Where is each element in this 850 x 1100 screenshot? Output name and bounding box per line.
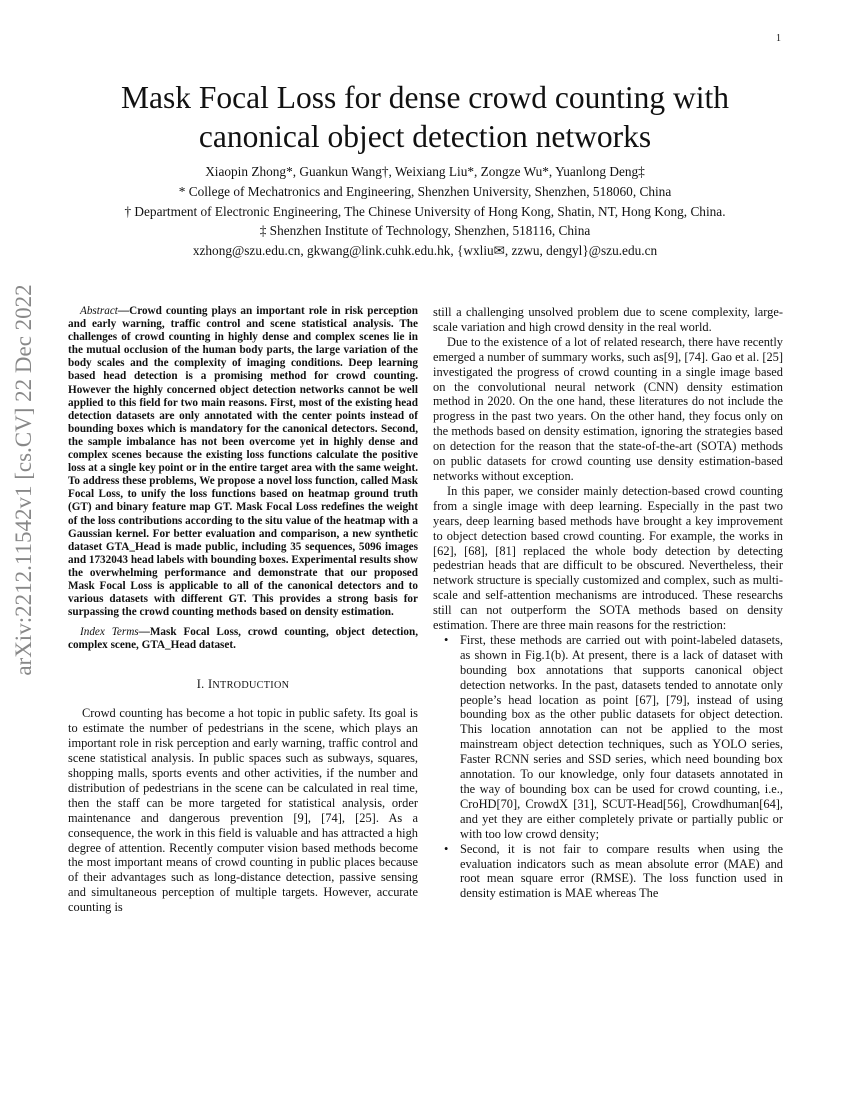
continuation-paragraph: still a challenging unsolved problem due to scene complexity, large-scale variation and high crowd density in the real world.	[433, 305, 783, 334]
abstract-label: Abstract	[80, 305, 118, 317]
detection-paragraph: In this paper, we consider mainly detection-based crowd counting from a single image with deep learning. Especially in the past two years, deep learning based methods have brought a key improvement to object detection based crowd counting. For example, the works in [62], [68], [81] replaced the whole body detection by detecting pedestrian heads that are difficult to be obscured. Nevertheless, their network structure is specially customized and complex, such as multi-scale and self-attention mechanisms are introduced. These researchs still can not outperform the SOTA methods based on density estimation. There are three main reasons for the restriction:	[433, 483, 783, 633]
reasons-list	[433, 633, 783, 901]
section-numeral: I. I	[196, 677, 213, 692]
affiliation-3: ‡ Shenzhen Institute of Technology, Shenzhen, 518116, China	[259, 223, 591, 239]
list-item: • Second, it is not fair to compare results when using the evaluation indicators such as mean absolute error (MAE) and root mean square error (RMSE). The loss function used in density estimation is MAE whereas The	[433, 842, 783, 902]
affiliation-1: * College of Mechatronics and Engineering, Shenzhen University, Shenzhen, 518060, China	[178, 183, 672, 199]
summary-works-paragraph: Due to the existence of a lot of related research, there have recently emerged a number of summary works, such as[9], [74]. Gao et al. [25] investigated the progress of crowd counting in a single image based on the convolutional neural network (CNN) density estimation method in 2020. On the one hand, these literatures do not include the progress in the past two years. On the other hand, they focus only on the methods based on density estimation, ignoring the strategies based on detection for the reason that the state-of-the-art (SOTA) methods on public datasets for crowd counting use density estimation-based networks without exception.	[433, 334, 783, 483]
abstract	[68, 305, 418, 619]
abstract-text: —Crowd counting plays an important role in risk perception and early warning, traffic control and scene statistical analysis. The challenges of crowd counting in highly dense and complex scenes lie in the mutual occlusion of the human body parts, the large variation of the body scales and the complexity of imaging conditions. Deep learning based head detection is a promising method for crowd counting. However the highly concerned object detection networks cannot be well applied to this field for two main reasons. First, most of the existing head detection datasets are only annotated with the center points instead of bounding boxes which is mandatory for the canonical detectors. Second, the sample imbalance has not been overcome yet in highly dense and complex scenes because the existing loss functions calculate the positive loss at a single key point or in the entire target area with the same weight. To address these problems, We propose a novel loss function, called Mask Focal Loss, to unify the loss functions based on heatmap ground truth (GT) and binary feature map GT. Mask Focal Loss redefines the weight of the loss contributions according to the situ value of the heatmap with a Gaussian kernel. For better evaluation and comparison, a new synthetic dataset GTA_Head is made public, including 35 sequences, 5096 images and 1732043 head labels with bounding boxes. Experimental results show the overwhelming performance and demonstrate that our proposed Mask Focal Loss is applicable to all of the canonical detectors and to various datasets with different GT. This provides a strong basis for surpassing the crowd counting methods based on density estimation.	[68, 305, 418, 619]
author-block	[60, 162, 790, 261]
index-terms-text: —Mask Focal Loss, crowd counting, object detection, complex scene, GTA_Head dataset.	[68, 626, 419, 652]
paper-title: Mask Focal Loss for dense crowd counting with canonical object detection networks	[120, 80, 730, 154]
section-heading-introduction	[68, 677, 418, 694]
email-list: xzhong@szu.edu.cn, gkwang@link.cuhk.edu.hk, {wxliu✉, zzwu, dengyl}@szu.edu.cn	[192, 243, 658, 259]
author-list: Xiaopin Zhong*, Guankun Wang†, Weixiang Liu*, Zongze Wu*, Yuanlong Deng‡	[205, 164, 645, 179]
arxiv-stamp	[0, 0, 46, 1100]
section-title-rest: NTRODUCTION	[212, 680, 290, 692]
affiliation-2: † Department of Electronic Engineering, The Chinese University of Hong Kong, Shatin, NT, Hong Kong, China.	[124, 203, 726, 219]
index-terms	[68, 626, 418, 652]
intro-paragraph: Crowd counting has become a hot topic in public safety. Its goal is to estimate the number of pedestrians in the scene, which plays an important role in risk perception and early warning, traffic control and scene statistical analysis. In public spaces such as subways, squares, shopping malls, sports events and other activities, if the number and distribution of pedestrians in the scene can be calculated in real time, then the staff can be more targeted for statistical analysis, order maintenance and dangerous prevention [9], [74], [25]. As a consequence, the work in this field is valuable and has attracted a high degree of attention. Recently computer vision based methods become the most important means of crowd counting in public places because of their advantages such as long-distance detection, passive sensing and simultaneous perception of multiple targets. However, accurate counting is	[68, 706, 418, 915]
arxiv-identifier: arXiv:2212.11542v1 [cs.CV] 22 Dec 2022	[11, 284, 36, 676]
list-item: • First, these methods are carried out with point-labeled datasets, as shown in Fig.1(b). At present, there is a lack of dataset with bounding box annotations that supports canonical object detection networks. In the past, datasets tended to annotate only people’s head location as point [67], [79], instead of using bounding box as the other public datasets for object detection. This location annotation can not be applied to the most mainstream object detection techniques, such as YOLO series, Faster RCNN series and SSD series, which need bounding box annotation. To our knowledge, only four datasets annotated in the way of bounding box can be used for crowd counting, i.e., CroHD[70], CrowdX [31], SCUT-Head[56], Crowdhuman[64], and yet they are either completely private or partially public or with too low crowd density;	[433, 633, 783, 842]
right-column	[433, 305, 783, 901]
page-number: 1	[776, 33, 781, 44]
left-column	[68, 305, 418, 915]
index-terms-label: Index Terms	[80, 626, 139, 639]
